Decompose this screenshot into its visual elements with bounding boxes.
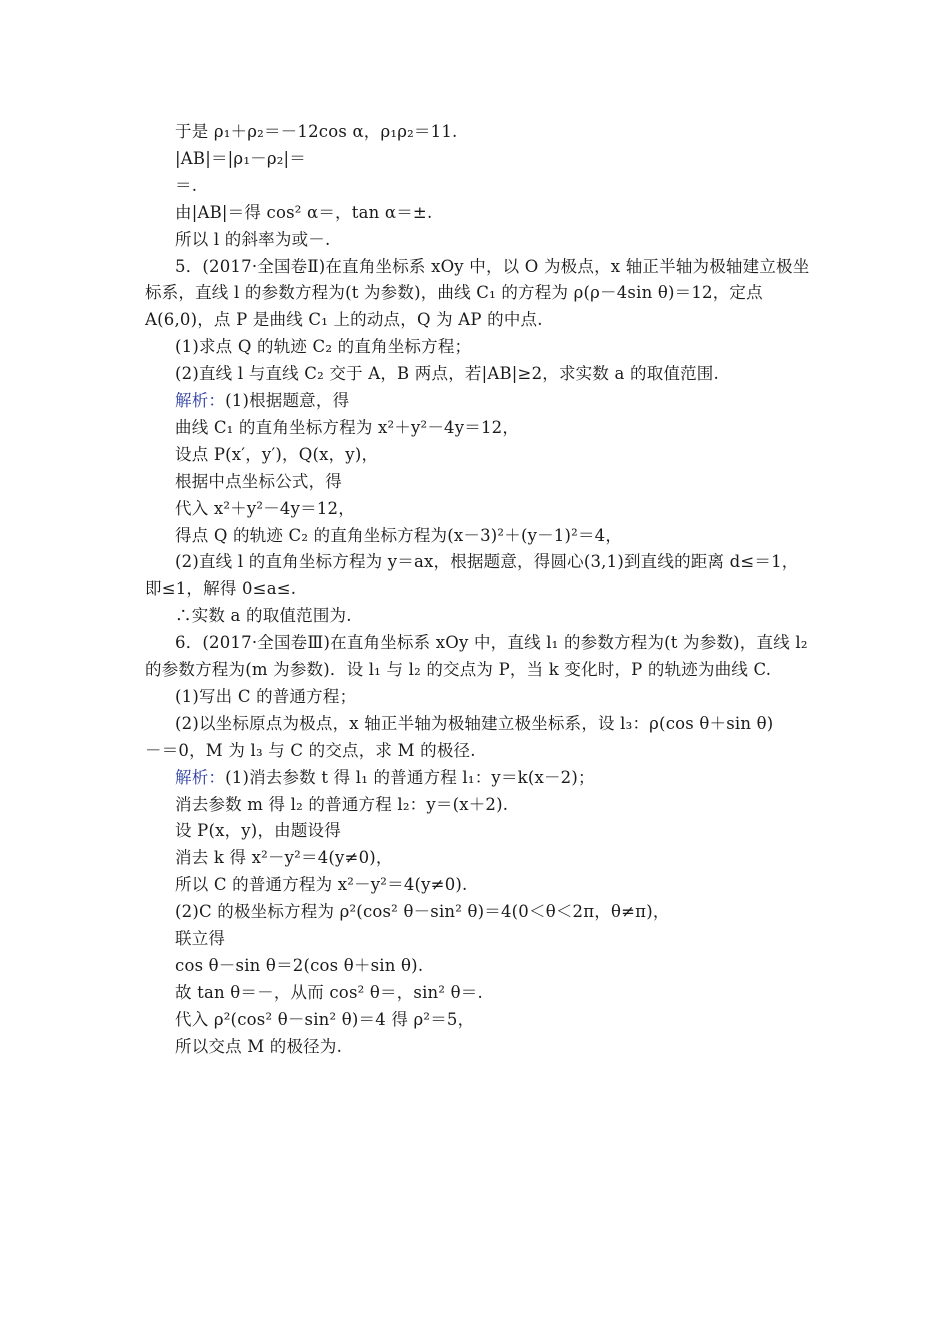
text-line: [175, 981, 483, 1005]
text-line: [175, 120, 457, 144]
text-line: [175, 255, 809, 279]
text-line: [175, 389, 349, 413]
text-line: [175, 524, 622, 548]
text-line: [175, 550, 799, 574]
line-text: ＝.: [175, 176, 198, 195]
text-line: [175, 1035, 342, 1059]
line-text: (1)根据题意，得: [225, 391, 350, 410]
text-line: [145, 577, 296, 601]
solution-label: 解析：: [175, 768, 226, 787]
text-line: [175, 900, 670, 924]
line-text: 所以交点 M 的极径为.: [175, 1037, 343, 1056]
text-line: [175, 228, 330, 252]
text-line: [175, 712, 773, 736]
line-text: |AB|＝|ρ₁－ρ₂|＝: [175, 149, 307, 168]
line-text: 设点 P(x′，y′)，Q(x，y)，: [175, 445, 379, 464]
solution-label: 解析：: [175, 391, 226, 410]
text-line: [175, 1008, 474, 1032]
text-line: [175, 335, 471, 359]
line-text: (2)以坐标原点为极点，x 轴正半轴为极轴建立极坐标系，设 l₃：ρ(cos θ＋sin θ): [175, 714, 774, 733]
text-line: [175, 470, 342, 494]
text-line: [175, 685, 356, 709]
text-line: [175, 201, 432, 225]
line-text: (2)C 的极坐标方程为 ρ²(cos² θ－sin² θ)＝4(0＜θ＜2π，θ≠π)，: [175, 902, 670, 921]
line-text: 于是 ρ₁＋ρ₂＝－12cos α，ρ₁ρ₂＝11.: [175, 122, 458, 141]
line-text: 根据中点坐标公式，得: [175, 472, 342, 491]
line-text: 标系，直线 l 的参数方程为(t 为参数)，曲线 C₁ 的方程为 ρ(ρ－4sin θ)＝12，定点: [145, 283, 763, 302]
line-text: ∴实数 a 的取值范围为.: [175, 606, 352, 625]
line-text: 由|AB|＝得 cos² α＝，tan α＝±.: [175, 203, 433, 222]
text-line: [175, 443, 378, 467]
line-text: 得点 Q 的轨迹 C₂ 的直角坐标方程为(x－3)²＋(y－1)²＝4，: [175, 526, 623, 545]
line-text: A(6,0)，点 P 是曲线 C₁ 上的动点，Q 为 AP 的中点.: [145, 310, 543, 329]
line-text: 所以 l 的斜率为或－.: [175, 230, 331, 249]
line-text: (1)消去参数 t 得 l₁ 的普通方程 l₁：y＝k(x－2)；: [225, 768, 595, 787]
text-line: [175, 416, 519, 440]
line-text: (2)直线 l 与直线 C₂ 交于 A，B 两点，若|AB|≥2，求实数 a 的取值范围.: [175, 364, 719, 383]
line-text: cos θ－sin θ＝2(cos θ＋sin θ).: [175, 956, 424, 975]
line-text: 消去 k 得 x²－y²＝4(y≠0)，: [175, 848, 393, 867]
line-text: (2)直线 l 的直角坐标方程为 y＝ax，根据题意，得圆心(3,1)到直线的距离 d≤＝1，: [175, 552, 799, 571]
text-line: [145, 308, 543, 332]
line-text: 所以 C 的普通方程为 x²－y²＝4(y≠0).: [175, 875, 468, 894]
line-text: 设 P(x，y)，由题设得: [175, 821, 341, 840]
text-line: [175, 362, 719, 386]
line-text: 代入 x²＋y²－4y＝12，: [175, 499, 355, 518]
text-line: [175, 793, 508, 817]
text-line: [175, 846, 393, 870]
line-text: －＝0，M 为 l₃ 与 C 的交点，求 M 的极径.: [145, 741, 476, 760]
line-text: (1)写出 C 的普通方程；: [175, 687, 357, 706]
line-text: 6．(2017·全国卷Ⅲ)在直角坐标系 xOy 中，直线 l₁ 的参数方程为(t 为参数)，直线 l₂: [175, 633, 808, 652]
line-text: 代入 ρ²(cos² θ－sin² θ)＝4 得 ρ²＝5，: [175, 1010, 475, 1029]
text-line: [145, 281, 763, 305]
line-text: 曲线 C₁ 的直角坐标方程为 x²＋y²－4y＝12，: [175, 418, 520, 437]
line-text: 消去参数 m 得 l₂ 的普通方程 l₂：y＝(x＋2).: [175, 795, 509, 814]
text-line: [175, 927, 225, 951]
text-line: [145, 739, 476, 763]
line-text: 联立得: [175, 929, 226, 948]
line-text: 即≤1，解得 0≤a≤.: [145, 579, 297, 598]
text-line: [175, 873, 467, 897]
text-line: [145, 658, 771, 682]
text-line: [175, 819, 341, 843]
text-line: [175, 604, 352, 628]
text-line: [175, 631, 808, 655]
text-line: [175, 766, 595, 790]
line-text: 故 tan θ＝－，从而 cos² θ＝，sin² θ＝.: [175, 983, 483, 1002]
line-text: 5．(2017·全国卷Ⅱ)在直角坐标系 xOy 中，以 O 为极点，x 轴正半轴为极轴建立极坐: [175, 257, 810, 276]
line-text: (1)求点 Q 的轨迹 C₂ 的直角坐标方程；: [175, 337, 472, 356]
text-line: [175, 497, 355, 521]
text-line: [175, 147, 306, 171]
text-line: [175, 174, 197, 198]
line-text: 的参数方程为(m 为参数)．设 l₁ 与 l₂ 的交点为 P，当 k 变化时，P 的轨迹为曲线 C.: [145, 660, 772, 679]
text-line: [175, 954, 423, 978]
